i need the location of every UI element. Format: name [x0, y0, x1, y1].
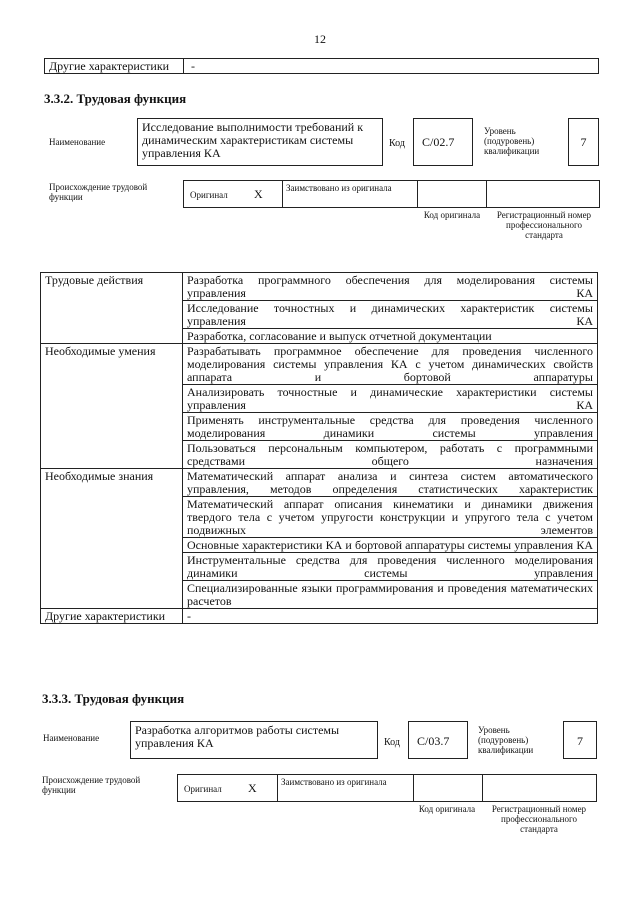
knowledge-label: Необходимые знания	[41, 469, 183, 609]
code-note: Код оригинала	[418, 804, 476, 814]
original-label: Оригинал	[190, 190, 228, 200]
reg-note: Регистрационный номер профессионального стандарта	[491, 804, 587, 834]
skill-item: Анализировать точностные и динамические характеристики системы управления КА	[183, 385, 598, 413]
code-value-box	[408, 721, 468, 759]
action-item: Разработка программного обеспечения для моделирования системы управления КА	[183, 273, 598, 301]
original-label: Оригинал	[184, 784, 222, 794]
divider	[482, 775, 483, 801]
reg-note: Регистрационный номер профессионального стандарта	[496, 210, 592, 240]
level-value-box	[563, 721, 597, 759]
knowledge-item: Специализированные языки программирования и проведения математических расчетов	[183, 581, 598, 609]
divider	[277, 775, 278, 801]
level-label: Уровень (подуровень) квалификации	[484, 126, 540, 156]
divider	[417, 181, 418, 207]
knowledge-item: Математический аппарат анализа и синтеза систем автоматического управления, методов определения статистических характеристик	[183, 469, 598, 497]
name-value: Исследование выполнимости требований к динамическим характеристикам системы управления КА	[142, 120, 364, 160]
code-label: Код	[384, 737, 400, 748]
top-other-value: -	[191, 59, 195, 73]
top-other-label: Другие характеристики	[49, 59, 170, 73]
skills-label: Необходимые умения	[41, 344, 183, 469]
level-value: 7	[580, 135, 587, 149]
skill-item: Пользоваться персональным компьютером, работать с программными средствами общего назначения	[183, 441, 598, 469]
name-label: Наименование	[43, 733, 100, 743]
origin-label: Происхождение трудовой функции	[49, 182, 148, 202]
divider	[183, 59, 184, 73]
level-label: Уровень (подуровень) квалификации	[478, 725, 534, 755]
original-mark: X	[248, 781, 257, 795]
code-value: C/03.7	[417, 734, 450, 748]
divider	[413, 775, 414, 801]
name-value-box	[137, 118, 383, 166]
knowledge-item: Основные характеристики КА и бортовой аппаратуры системы управления КА	[183, 538, 598, 553]
action-item: Исследование точностных и динамических характеристик системы управления КА	[183, 301, 598, 329]
top-other-row	[44, 58, 599, 74]
origin-label: Происхождение трудовой функции	[42, 775, 141, 795]
borrowed-label: Заимствовано из оригинала	[286, 183, 392, 193]
borrowed-label: Заимствовано из оригинала	[281, 777, 387, 787]
section-heading: 3.3.2. Трудовая функция	[44, 91, 187, 106]
knowledge-item: Математический аппарат описания кинематики и динамики движения твердого тела с учетом упругости конструкции и упругого тела с учетом подвижных элементов	[183, 497, 598, 538]
table-row	[41, 273, 598, 301]
page-number: 12	[314, 32, 326, 46]
divider	[282, 181, 283, 207]
skill-item: Применять инструментальные средства для проведения численного моделирования динамики системы управления	[183, 413, 598, 441]
other-label: Другие характеристики	[41, 609, 183, 624]
action-item: Разработка, согласование и выпуск отчетной документации	[183, 329, 598, 344]
table-row	[41, 469, 598, 497]
original-mark: X	[254, 187, 263, 201]
name-value-box	[130, 721, 378, 759]
labor-function-table	[40, 272, 598, 624]
divider	[486, 181, 487, 207]
level-value-box	[568, 118, 599, 166]
skill-item: Разрабатывать программное обеспечение для проведения численного моделирования системы управления КА с учетом динамических свойств аппарата и бортовой аппаратуры	[183, 344, 598, 385]
name-label: Наименование	[49, 137, 106, 147]
table-row	[41, 609, 598, 624]
table-row	[41, 344, 598, 385]
actions-label: Трудовые действия	[41, 273, 183, 344]
section-heading: 3.3.3. Трудовая функция	[42, 691, 185, 706]
knowledge-item: Инструментальные средства для проведения численного моделирования динамики системы управления	[183, 553, 598, 581]
origin-table	[177, 774, 597, 802]
code-note: Код оригинала	[423, 210, 481, 220]
origin-table	[183, 180, 600, 208]
level-value: 7	[577, 734, 583, 748]
other-value: -	[183, 609, 598, 624]
code-label: Код	[389, 138, 405, 149]
name-value: Разработка алгоритмов работы системы управления КА	[135, 723, 340, 750]
code-value: C/02.7	[422, 135, 455, 149]
code-value-box	[413, 118, 473, 166]
